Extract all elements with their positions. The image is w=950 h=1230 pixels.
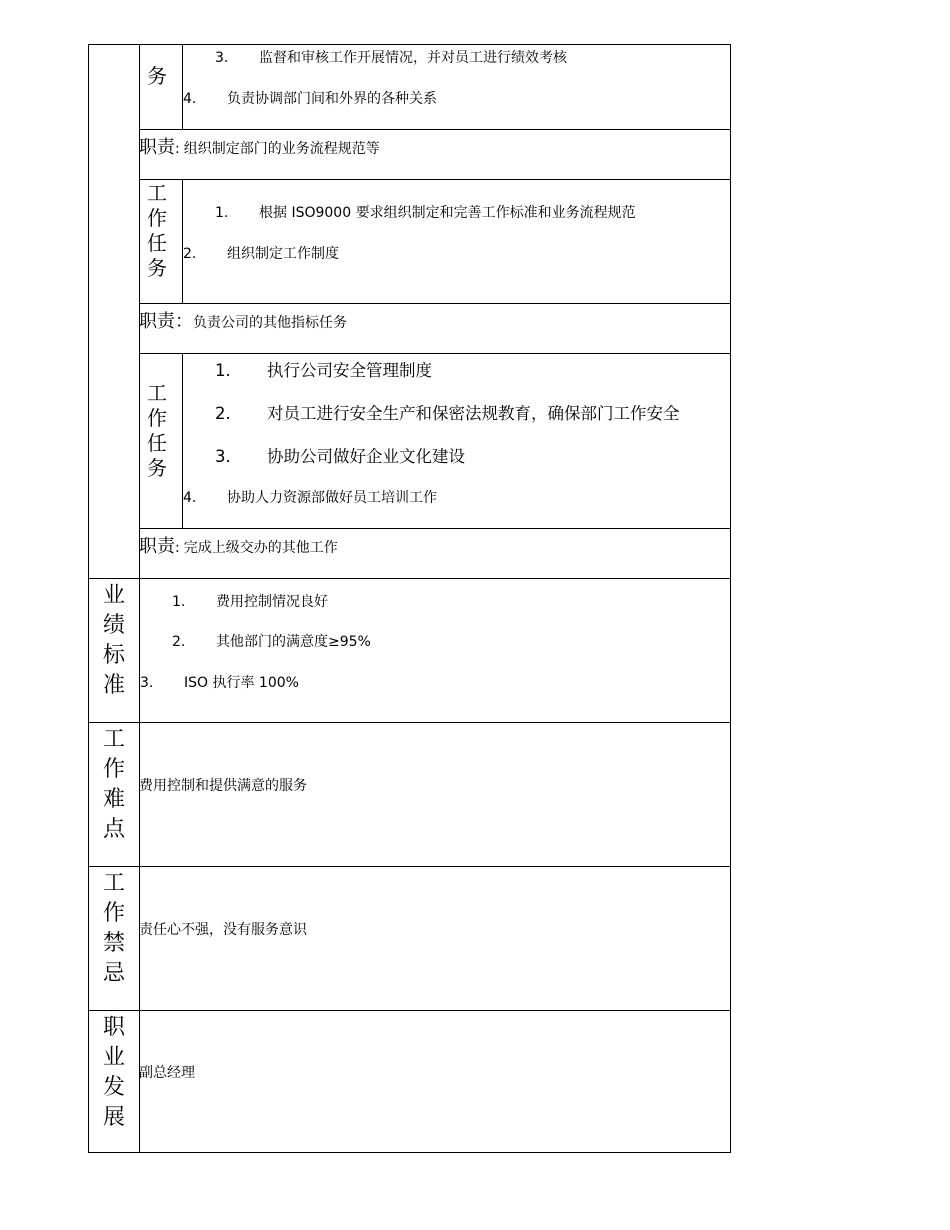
taboo-label: 工作禁忌 (102, 871, 125, 986)
section-divider (88, 722, 731, 723)
row-divider (139, 353, 731, 354)
left-column-divider (139, 44, 140, 1153)
section-divider (88, 866, 731, 867)
career-label: 职业发展 (102, 1015, 125, 1130)
row-divider (139, 528, 731, 529)
duty-label: 职责 (139, 137, 175, 158)
difficulty-label: 工作难点 (102, 727, 125, 842)
section-divider (88, 578, 731, 579)
performance-item (172, 591, 328, 611)
performance-item (140, 672, 299, 692)
task-number: 2. (215, 404, 231, 423)
task-item (215, 202, 636, 222)
task-text: 负责协调部门间和外界的各种关系 (227, 91, 437, 107)
task-item (215, 47, 567, 67)
performance-number: 1. (172, 594, 186, 610)
row-divider (139, 129, 731, 130)
duty-row (139, 307, 347, 333)
task-item (215, 357, 432, 381)
task-label: 工作任务 (147, 181, 167, 280)
performance-number: 2. (172, 634, 186, 650)
performance-text: 费用控制情况良好 (216, 594, 328, 610)
duty-text: 完成上级交办的其他工作 (183, 540, 338, 556)
task-number: 4. (183, 490, 197, 506)
performance-text: ISO 执行率 100% (184, 675, 299, 691)
performance-label: 业绩标准 (102, 583, 125, 698)
performance-number: 3. (140, 675, 154, 691)
taboo-text: 责任心不强，没有服务意识 (139, 922, 307, 938)
row-divider (139, 179, 731, 180)
task-number: 3. (215, 50, 229, 66)
task-text: 组织制定工作制度 (227, 246, 339, 262)
section-divider (88, 1010, 731, 1011)
task-number: 1. (215, 361, 231, 380)
task-item (215, 400, 680, 424)
task-number: 4. (183, 91, 197, 107)
task-label: 工作任务 (147, 381, 167, 480)
task-label-tail: 务 (147, 64, 167, 88)
duty-row (139, 133, 380, 159)
task-number: 2. (183, 246, 197, 262)
task-text: 协助人力资源部做好员工培训工作 (227, 490, 437, 506)
task-label-divider-2 (182, 180, 183, 304)
duty-text: 组织制定部门的业务流程规范等 (183, 141, 380, 157)
duty-text: 负责公司的其他指标任务 (193, 315, 347, 331)
task-number: 1. (215, 205, 229, 221)
task-item (183, 243, 339, 263)
difficulty-text: 费用控制和提供满意的服务 (139, 778, 307, 794)
row-divider (139, 303, 731, 304)
task-text: 监督和审核工作开展情况，并对员工进行绩效考核 (259, 50, 567, 66)
task-number: 3. (215, 447, 231, 466)
performance-item (172, 631, 371, 651)
duty-separator: : (175, 141, 180, 157)
task-item (183, 88, 437, 108)
task-text: 执行公司安全管理制度 (267, 361, 432, 380)
task-text: 协助公司做好企业文化建设 (267, 447, 465, 466)
task-item (183, 487, 437, 507)
performance-text: 其他部门的满意度≥95% (216, 634, 371, 650)
task-text: 对员工进行安全生产和保密法规教育，确保部门工作安全 (267, 404, 680, 423)
duty-label: 职责 (139, 536, 175, 557)
duty-separator: : (175, 540, 180, 556)
duty-label: 职责 (139, 311, 175, 332)
task-item (215, 443, 465, 467)
task-text: 根据 ISO9000 要求组织制定和完善工作标准和业务流程规范 (259, 205, 636, 221)
duty-separator: ： (175, 311, 193, 332)
career-text: 副总经理 (139, 1065, 195, 1081)
duty-row (139, 532, 338, 558)
task-label-divider-1 (182, 44, 183, 130)
